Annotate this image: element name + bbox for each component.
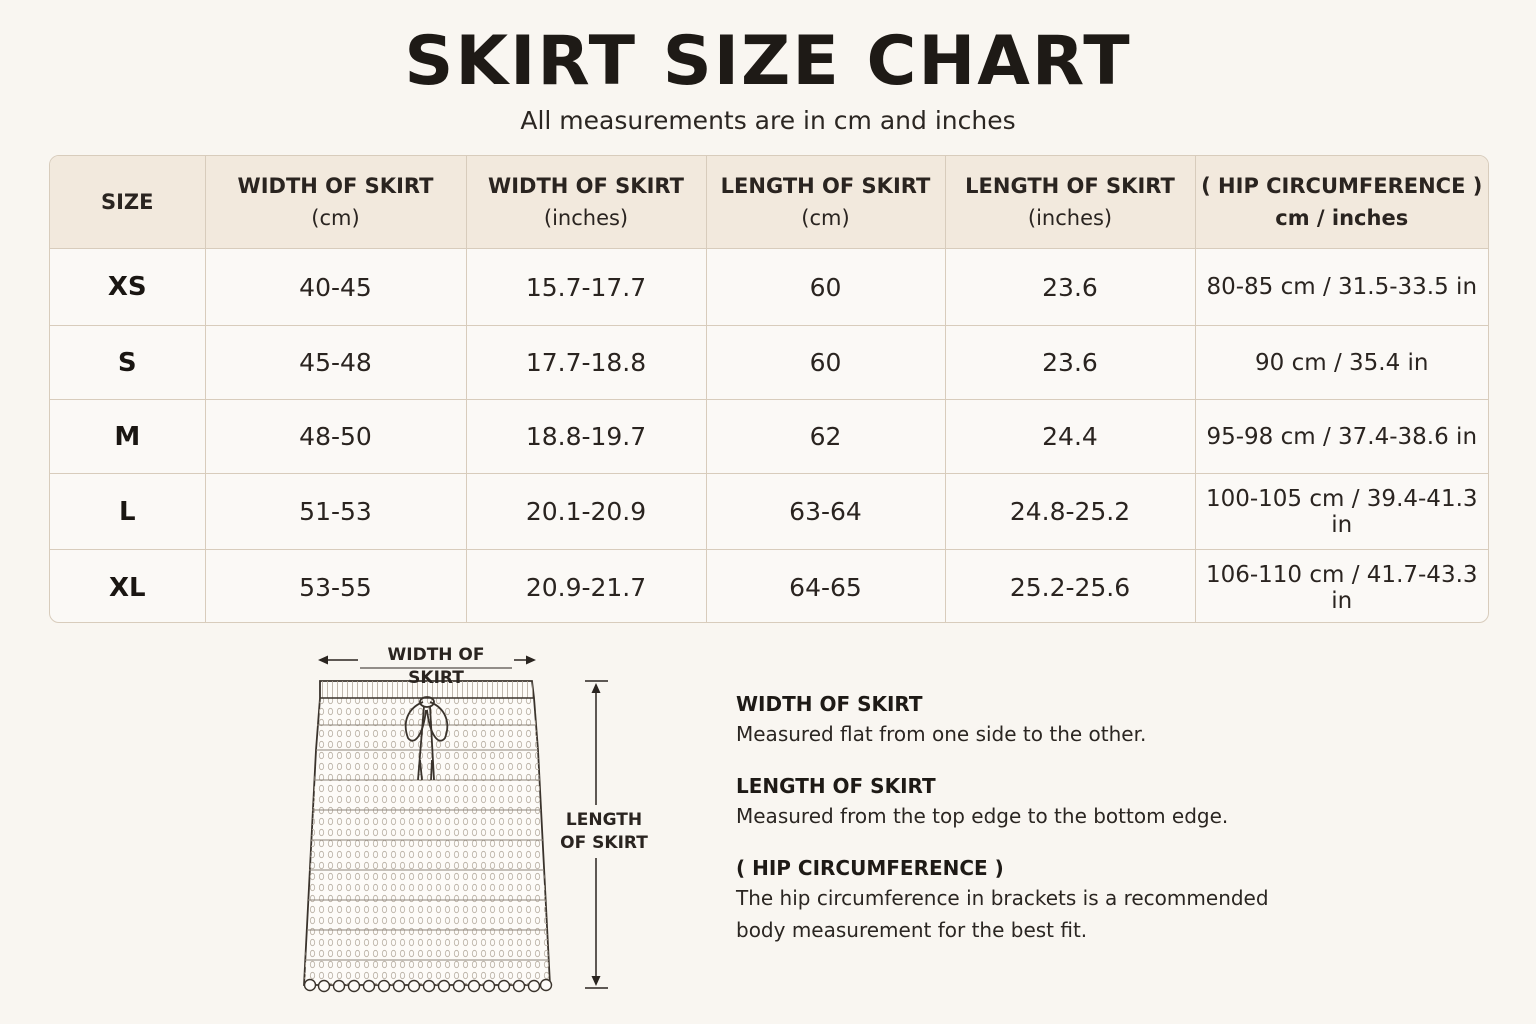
measurement-notes bbox=[736, 690, 1376, 968]
size-cell: S bbox=[50, 326, 205, 400]
note-text: body measurement for the best fit. bbox=[736, 918, 1088, 942]
length-cm-cell: 62 bbox=[706, 400, 945, 474]
skirt-body bbox=[304, 681, 550, 985]
hip-cell: 100-105 cm / 39.4-41.3 in bbox=[1195, 474, 1488, 550]
table-row bbox=[50, 550, 1488, 624]
page-title: SKIRT SIZE CHART bbox=[404, 22, 1132, 101]
length-inches-cell: 24.8-25.2 bbox=[945, 474, 1195, 550]
table-row bbox=[50, 400, 1488, 474]
length-inches-cell: 23.6 bbox=[945, 249, 1195, 326]
size-cell: M bbox=[50, 400, 205, 474]
size-cell: L bbox=[50, 474, 205, 550]
table-row bbox=[50, 474, 1488, 550]
page-subtitle: All measurements are in cm and inches bbox=[520, 106, 1016, 135]
width-cm-cell: 51-53 bbox=[205, 474, 466, 550]
hip-cell: 80-85 cm / 31.5-33.5 in bbox=[1195, 249, 1488, 326]
note-title: ( HIP CIRCUMFERENCE ) bbox=[736, 856, 1004, 880]
table-header-row bbox=[50, 156, 1488, 249]
hip-cell: 90 cm / 35.4 in bbox=[1195, 326, 1488, 400]
note-text: Measured from the top edge to the bottom edge. bbox=[736, 804, 1229, 828]
length-cm-cell: 60 bbox=[706, 326, 945, 400]
header-length-inches: LENGTH OF SKIRT (inches) bbox=[945, 156, 1195, 249]
header-hip-circumference: ( HIP CIRCUMFERENCE ) cm / inches bbox=[1195, 156, 1488, 249]
size-table bbox=[49, 155, 1489, 623]
size-cell: XL bbox=[50, 550, 205, 624]
table-row bbox=[50, 249, 1488, 326]
note-length bbox=[736, 772, 1376, 832]
size-cell: XS bbox=[50, 249, 205, 326]
width-inches-cell: 17.7-18.8 bbox=[466, 326, 706, 400]
length-cm-cell: 64-65 bbox=[706, 550, 945, 624]
note-hip-circumference bbox=[736, 854, 1376, 946]
width-cm-cell: 48-50 bbox=[205, 400, 466, 474]
width-cm-cell: 53-55 bbox=[205, 550, 466, 624]
length-inches-cell: 23.6 bbox=[945, 326, 1195, 400]
note-title: WIDTH OF SKIRT bbox=[736, 692, 923, 716]
length-label bbox=[554, 809, 654, 855]
hip-cell: 106-110 cm / 41.7-43.3 in bbox=[1205, 561, 1478, 614]
hip-cell: 95-98 cm / 37.4-38.6 in bbox=[1195, 400, 1488, 474]
length-inches-cell: 24.4 bbox=[945, 400, 1195, 474]
header-width-cm: WIDTH OF SKIRT (cm) bbox=[205, 156, 466, 249]
length-inches-cell: 25.2-25.6 bbox=[945, 550, 1195, 624]
width-cm-cell: 45-48 bbox=[205, 326, 466, 400]
skirt-diagram bbox=[290, 640, 670, 1010]
note-width bbox=[736, 690, 1376, 750]
header-size: SIZE bbox=[50, 156, 205, 249]
length-label-line1: LENGTH bbox=[565, 810, 643, 830]
width-label: WIDTH OF SKIRT bbox=[387, 645, 485, 688]
header-length-cm: LENGTH OF SKIRT (cm) bbox=[706, 156, 945, 249]
note-text: The hip circumference in brackets is a recommended bbox=[736, 886, 1269, 910]
header-width-inches: WIDTH OF SKIRT (inches) bbox=[466, 156, 706, 249]
width-inches-cell: 20.1-20.9 bbox=[466, 474, 706, 550]
note-text: Measured flat from one side to the other. bbox=[736, 722, 1147, 746]
width-inches-cell: 15.7-17.7 bbox=[466, 249, 706, 326]
width-cm-cell: 40-45 bbox=[205, 249, 466, 326]
table-row bbox=[50, 326, 1488, 400]
length-label-line2: OF SKIRT bbox=[560, 833, 648, 853]
length-cm-cell: 60 bbox=[706, 249, 945, 326]
width-inches-cell: 18.8-19.7 bbox=[466, 400, 706, 474]
length-cm-cell: 63-64 bbox=[706, 474, 945, 550]
note-title: LENGTH OF SKIRT bbox=[736, 774, 936, 798]
width-inches-cell: 20.9-21.7 bbox=[466, 550, 706, 624]
